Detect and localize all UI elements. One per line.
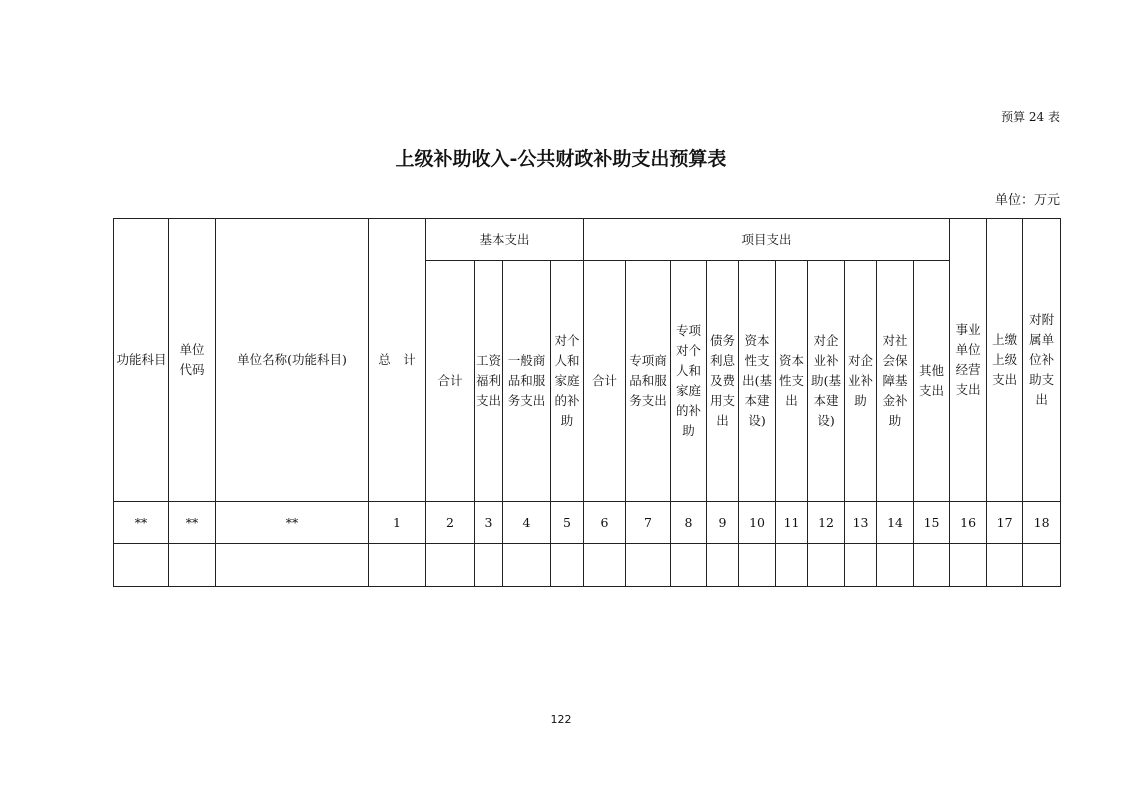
index-cell: 10 — [739, 502, 776, 544]
data-cell — [739, 544, 776, 587]
index-cell: 6 — [584, 502, 626, 544]
data-cell — [503, 544, 551, 587]
index-cell: 4 — [503, 502, 551, 544]
header-project-total: 合计 — [584, 261, 626, 502]
header-special-goods: 专项商品和服务支出 — [626, 261, 671, 502]
data-cell — [1023, 544, 1061, 587]
data-cell — [914, 544, 950, 587]
data-cell — [426, 544, 475, 587]
budget-table — [113, 218, 1061, 587]
header-basic-household: 对个人和家庭的补助 — [551, 261, 584, 502]
index-cell: 17 — [987, 502, 1023, 544]
index-cell: 18 — [1023, 502, 1061, 544]
index-cell: 13 — [845, 502, 877, 544]
data-cell — [845, 544, 877, 587]
header-operating: 事业单位经营支出 — [950, 219, 987, 502]
page-number: 122 — [550, 713, 572, 726]
index-cell: 8 — [671, 502, 707, 544]
data-cell — [808, 544, 845, 587]
index-cell: ** — [114, 502, 169, 544]
header-affiliated: 对附属单位补助支出 — [1023, 219, 1061, 502]
header-total: 总 计 — [369, 219, 426, 502]
data-row — [114, 544, 1061, 587]
data-cell — [626, 544, 671, 587]
header-debt-interest: 债务利息及费用支出 — [707, 261, 739, 502]
data-cell — [671, 544, 707, 587]
header-upper: 上缴上级支出 — [987, 219, 1023, 502]
index-cell: 15 — [914, 502, 950, 544]
index-row — [114, 502, 1061, 544]
header-other: 其他支出 — [914, 261, 950, 502]
data-cell — [950, 544, 987, 587]
data-cell — [114, 544, 169, 587]
header-func: 功能科目 — [114, 219, 169, 502]
data-cell — [551, 544, 584, 587]
header-basic-total: 合计 — [426, 261, 475, 502]
header-basic-wages: 工资福利支出 — [475, 261, 503, 502]
index-cell: 3 — [475, 502, 503, 544]
header-enterprise-build: 对企业补助(基本建设) — [808, 261, 845, 502]
header-social-security: 对社会保障基金补助 — [877, 261, 914, 502]
header-capital: 资本性支出 — [776, 261, 808, 502]
index-cell: 16 — [950, 502, 987, 544]
header-code: 单位代码 — [169, 219, 216, 502]
index-cell: ** — [216, 502, 369, 544]
index-cell: 11 — [776, 502, 808, 544]
index-cell: 9 — [707, 502, 739, 544]
data-cell — [475, 544, 503, 587]
header-group-basic: 基本支出 — [426, 219, 584, 261]
data-cell — [169, 544, 216, 587]
index-cell: 7 — [626, 502, 671, 544]
index-cell: 1 — [369, 502, 426, 544]
header-basic-goods: 一般商品和服务支出 — [503, 261, 551, 502]
data-cell — [216, 544, 369, 587]
header-capital-build: 资本性支出(基本建设) — [739, 261, 776, 502]
page-title: 上级补助收入-公共财政补助支出预算表 — [395, 148, 727, 170]
index-cell: ** — [169, 502, 216, 544]
data-cell — [776, 544, 808, 587]
index-cell: 14 — [877, 502, 914, 544]
header-name: 单位名称(功能科目) — [216, 219, 369, 502]
index-cell: 5 — [551, 502, 584, 544]
header-row-1 — [114, 219, 1061, 261]
header-special-household: 专项对个人和家庭的补助 — [671, 261, 707, 502]
data-cell — [584, 544, 626, 587]
header-enterprise: 对企业补助 — [845, 261, 877, 502]
header-group-project: 项目支出 — [584, 219, 950, 261]
data-cell — [877, 544, 914, 587]
index-cell: 12 — [808, 502, 845, 544]
data-cell — [707, 544, 739, 587]
unit-label: 单位：万元 — [994, 193, 1060, 208]
data-cell — [369, 544, 426, 587]
data-cell — [987, 544, 1023, 587]
index-cell: 2 — [426, 502, 475, 544]
form-number: 预算 24 表 — [1001, 110, 1060, 124]
